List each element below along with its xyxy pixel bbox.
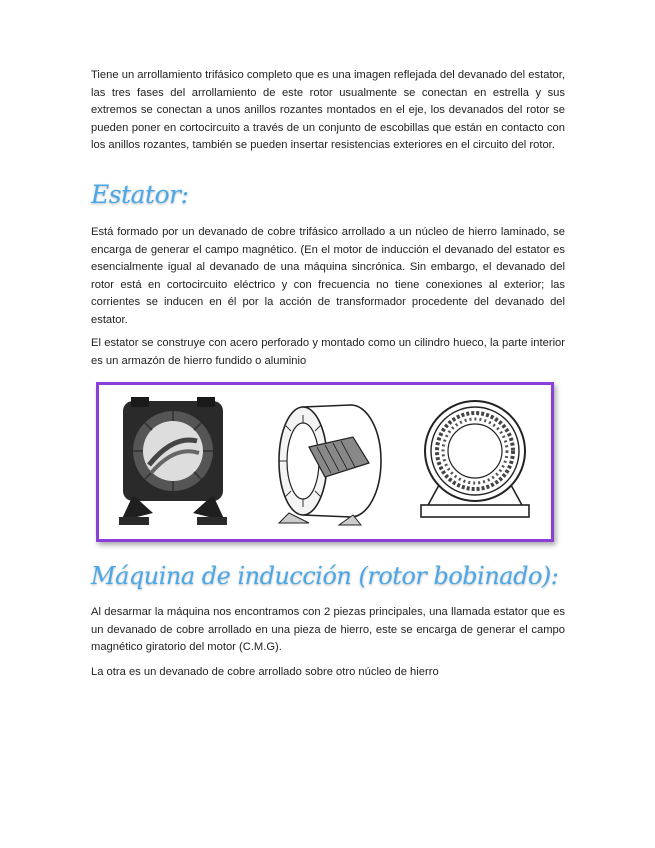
maquina-paragraph-2: La otra es un devanado de cobre arrollado sobre otro núcleo de hierro <box>91 666 439 678</box>
intro-paragraph: Tiene un arrollamiento trifásico completo que es una imagen reflejada del devanado del estator, las tres fases del arrollamiento de este rotor usualmente se conectan en estrella y sus extremos se conectan a unos anillos rozantes montados en el eje, los devanados del rotor se pueden poner en cortocircuito a través de un conjunto de escobillas que están en contacto con los anillos rozantes, también se pueden insertar resistencias exteriores en el circuito del rotor. <box>91 69 565 152</box>
stator-ring-icon <box>413 395 537 529</box>
stator-housing-icon <box>113 395 233 529</box>
heading-maquina-induccion: Máquina de inducción (rotor bobinado): <box>91 562 559 590</box>
estator-paragraph-1: Está formado por un devanado de cobre trifásico arrollado a un núcleo de hierro laminado, se encarga de generar el campo magnético. (En el motor de inducción el devanado del estator es esencialmente igual al devanado de una máquina sincrónica. Sin embargo, el devanado del rotor está en cortocircuito eléctrico y con frecuencia no tiene conexiones al exterior; las corrientes se inducen en él por la acción de transformador procedente del devanado del estator. <box>91 226 565 326</box>
stator-figure <box>96 382 554 542</box>
stator-cutaway-icon <box>269 397 389 529</box>
maquina-paragraph-1: Al desarmar la máquina nos encontramos con 2 piezas principales, una llamada estator que es un devanado de cobre arrollado en una pieza de hierro, este se encarga de generar el campo magnético giratorio del motor (C.M.G). <box>91 606 565 654</box>
heading-estator: Estator: <box>91 180 189 209</box>
estator-paragraph-2: El estator se construye con acero perforado y montado como un cilindro hueco, la parte interior es un armazón de hierro fundido o aluminio <box>91 337 565 367</box>
